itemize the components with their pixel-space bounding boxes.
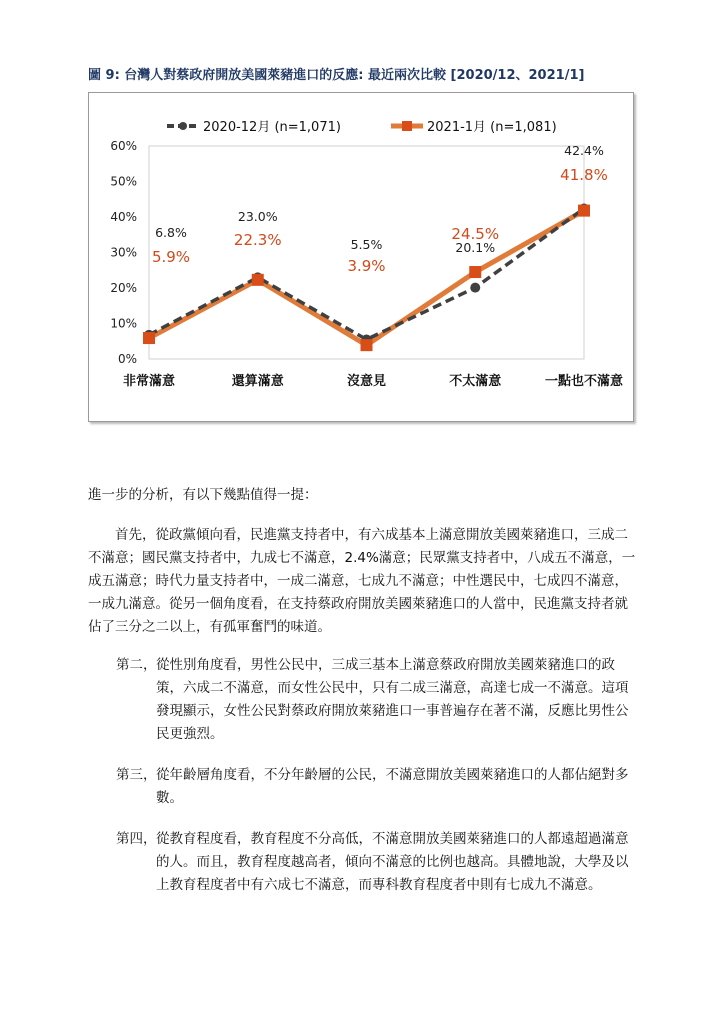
point-fourth-label: 第四， xyxy=(116,831,157,847)
point-third xyxy=(116,764,636,810)
paragraph-first: 首先，從政黨傾向看，民進黨支持者中，有六成基本上滿意開放美國萊豬進口，三成二不滿意；國民黨支持者中，九成七不滿意，2.4%滿意；民眾黨支持者中，八成五不滿意，一成五滿意；時代力量支持者中，一成二滿意，七成九不滿意；中性選民中，七成四不滿意，一成九滿意。從另一個角度看，在支持蔡政府開放美國萊豬進口的人當中，民進黨支持者就佔了三分之二以上，有孤軍奮鬥的味道。 xyxy=(88,527,636,635)
y-tick-label: 20% xyxy=(110,281,137,295)
point-second-label: 第二， xyxy=(116,657,157,673)
data-label-2021-1: 5.9% xyxy=(151,248,191,266)
legend-marker-2021-1 xyxy=(402,121,412,131)
point-second xyxy=(116,654,636,746)
data-label-2020-12: 5.5% xyxy=(350,237,383,252)
data-label-2021-1: 22.3% xyxy=(233,231,282,249)
point-2021-1 xyxy=(361,339,373,351)
data-label-2020-12: 23.0% xyxy=(237,209,278,224)
point-2021-1 xyxy=(469,266,481,278)
x-category-label: 非常滿意 xyxy=(122,374,176,389)
chart-svg xyxy=(89,93,635,423)
y-tick-label: 0% xyxy=(117,352,137,366)
point-third-label: 第三， xyxy=(116,767,157,783)
point-2021-1 xyxy=(143,332,155,344)
point-third-text: 從年齡層角度看，不分年齡層的公民，不滿意開放美國萊豬進口的人都佔絕對多數。 xyxy=(156,767,629,806)
y-tick-label: 30% xyxy=(110,245,137,260)
x-category-label: 一點也不滿意 xyxy=(544,374,624,389)
plot-area xyxy=(149,146,584,359)
y-tick-label: 10% xyxy=(110,316,137,331)
legend-marker-2020-12 xyxy=(179,122,187,130)
legend-label-2020-12: 2020-12月 (n=1,071) xyxy=(203,120,341,135)
point-fourth-text: 從教育程度看，教育程度不分高低，不滿意開放美國萊豬進口的人都遠超過滿意的人。而且，教育程度越高者，傾向不滿意的比例也越高。具體地說，大學及以上教育程度者中有六成七不滿意，而專科教育程度者中則有七成九不滿意。 xyxy=(156,831,629,893)
point-2021-1 xyxy=(578,205,590,217)
data-label-2020-12: 20.1% xyxy=(455,240,496,255)
y-tick-label: 60% xyxy=(110,139,137,153)
line-chart xyxy=(88,92,634,422)
x-category-label: 還算滿意 xyxy=(231,374,284,389)
series-line-2021-1 xyxy=(149,211,584,346)
y-tick-label: 40% xyxy=(110,210,137,224)
data-label-2021-1: 41.8% xyxy=(560,166,608,184)
y-tick-label: 50% xyxy=(110,174,137,189)
point-2021-1 xyxy=(252,274,264,286)
figure-title: 圖 9: 台灣人對蔡政府開放美國萊豬進口的反應: 最近兩次比較 [2020/12、2021/1] xyxy=(88,68,585,83)
x-category-label: 沒意見 xyxy=(346,374,387,389)
data-label-2020-12: 42.4% xyxy=(564,143,604,158)
intro-paragraph: 進一步的分析，有以下幾點值得一提： xyxy=(88,487,318,503)
data-label-2021-1: 24.5% xyxy=(451,225,500,243)
legend-label-2021-1: 2021-1月 (n=1,081) xyxy=(427,120,557,135)
point-fourth xyxy=(116,828,636,897)
x-category-label: 不太滿意 xyxy=(449,374,502,389)
data-label-2020-12: 6.8% xyxy=(155,225,187,240)
point-2020-12 xyxy=(470,283,480,293)
point-second-text: 從性別角度看，男性公民中，三成三基本上滿意蔡政府開放美國萊豬進口的政策，六成二不滿意，而女性公民中，只有二成三滿意，高達七成一不滿意。這項發現顯示，女性公民對蔡政府開放萊豬進口一事普遍存在著不滿，反應比男性公民更強烈。 xyxy=(156,657,629,742)
data-label-2021-1: 3.9% xyxy=(347,257,386,275)
